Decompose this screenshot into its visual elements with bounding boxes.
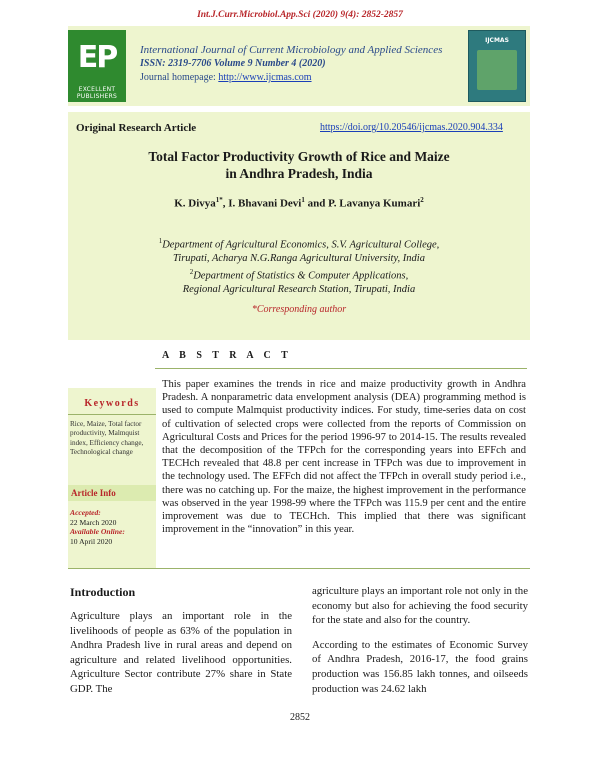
affil-1-mark: 1 (158, 237, 163, 245)
accepted-label: Accepted: (70, 508, 101, 517)
homepage-label: Journal homepage: (140, 72, 219, 83)
publisher-logo (68, 30, 126, 102)
author-1: K. Divya (174, 197, 216, 210)
affil-1-line-1: Department of Agricultural Economics, S.V. Agricultural College, (162, 239, 440, 251)
author-1-mark: 1* (215, 196, 223, 204)
journal-cover-thumbnail (468, 30, 526, 102)
introduction-right-column (312, 584, 528, 696)
logo-letters: EP (77, 40, 117, 75)
right-paragraph-2: According to the estimates of Economic Survey of Andhra Pradesh, 2016-17, the food grains production was 156.85 lakh tonnes, and oilseeds production was 24.62 lakh (312, 638, 528, 695)
journal-name: International Journal of Current Microbiology and Applied Sciences (140, 44, 443, 56)
title-line-1: Total Factor Productivity Growth of Rice and Maize (148, 149, 450, 164)
article-type: Original Research Article (76, 122, 197, 134)
online-label: Available Online: (70, 527, 125, 536)
keywords-list: Rice, Maize, Total factor productivity, Malmquist index, Efficiency change, Technological change (70, 420, 144, 457)
author-2-mark: 1 (301, 196, 305, 204)
introduction-heading: Introduction (70, 585, 136, 599)
affil-2-line-1: Department of Statistics & Computer Applications, (193, 270, 409, 281)
abstract-bottom-divider (68, 568, 530, 569)
cover-title: IJCMAS (485, 37, 509, 44)
corresponding-author: *Corresponding author (251, 304, 347, 315)
article-info-heading: Article Info (68, 485, 156, 501)
affiliations (68, 235, 530, 296)
doi-link[interactable]: https://doi.org/10.20546/ijcmas.2020.904.334 (320, 122, 503, 133)
affil-2-line-2: Regional Agricultural Research Station, Tirupati, India (182, 283, 416, 295)
author-3-mark: 2 (420, 196, 424, 204)
journal-homepage (140, 72, 312, 83)
logo-subtitle: EXCELLENT PUBLISHERS (76, 86, 118, 100)
running-head: Int.J.Curr.Microbiol.App.Sci (2020) 9(4): 2852-2857 (197, 10, 403, 20)
cover-image (477, 50, 517, 90)
online-date: 10 April 2020 (70, 536, 113, 546)
right-paragraph-1: agriculture plays an important role not only in the economy but also for achieving the food security for the state and also for the country. (312, 585, 528, 627)
abstract-body: This paper examines the trends in rice and maize productivity growth in Andhra Pradesh. A nonparametric data envelopment analysis (DEA) programming method is used to compute Malmquist productivity indices. For study, time-series data on cost of cultivation of selected crops were collected from the reports of Commission on Agricultural Costs and Prices for the period 1996-97 to 2014-15. The results revealed that the decomposition of the TFPch for the corresponding years into EFFch and TECHch revealed that 48.8 per cent increase in TFPch was due to improvement in the technology used. The EFFch did not affect the TFPch in overall study period i.e., there was no catching up. For the maize, the highest improvement in the performance was observed in the year 1998-99 where the TFPch was 115.9 per cent and the entire improvement was due to TECHch. This implied that there was significant improvement in the “innovation” in this year. (162, 379, 526, 536)
homepage-link[interactable]: http://www.ijcmas.com (218, 72, 312, 83)
affil-1-line-2: Tirupati, Acharya N.G.Ranga Agricultural University, India (173, 253, 425, 264)
article-title (68, 148, 530, 182)
abstract-heading: A B S T R A C T (162, 350, 292, 361)
introduction-left-column: Agriculture plays an important role in the livelihoods of people as 63% of the population in Andhra Pradesh live in rural areas and depend on agriculture and related livelihood opportunities. Agriculture Sector contribute 27% share in State GDP. The (70, 610, 292, 695)
author-list (68, 196, 530, 210)
abstract-divider (155, 368, 527, 369)
affil-2-mark: 2 (189, 267, 194, 276)
accepted-date: 22 March 2020 (70, 517, 117, 527)
issn-line: ISSN: 2319-7706 Volume 9 Number 4 (2020) (140, 58, 326, 69)
title-line-2: in Andhra Pradesh, India (225, 166, 373, 181)
keywords-divider (68, 414, 156, 415)
page-number: 2852 (290, 712, 310, 723)
article-info (70, 508, 154, 546)
author-3: and P. Lavanya Kumari (304, 197, 421, 210)
author-2: , I. Bhavani Devi (222, 197, 302, 210)
keywords-heading: Keywords (84, 398, 140, 409)
